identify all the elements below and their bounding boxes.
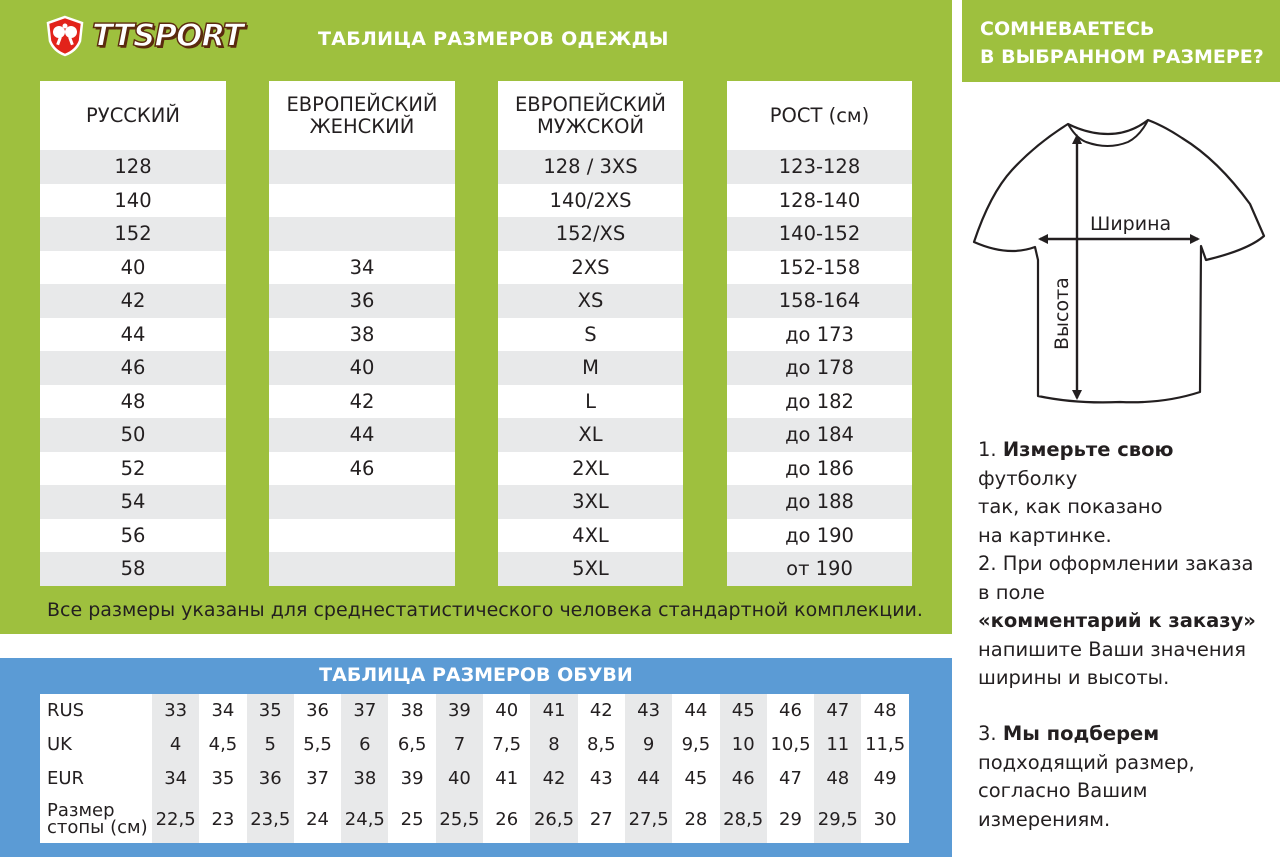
- step-text: согласно Вашим: [978, 779, 1148, 802]
- shoe-size-cell: 43: [578, 761, 625, 795]
- size-cell: 2XL: [498, 452, 683, 486]
- size-cell: от 190: [727, 552, 912, 586]
- shoe-size-cell: 22,5: [152, 795, 199, 843]
- header-line: ЖЕНСКИЙ: [309, 114, 415, 138]
- size-cell: 140: [40, 184, 226, 218]
- step-bold: «комментарий к заказу»: [978, 609, 1256, 632]
- shoe-size-cell: 30: [861, 795, 908, 843]
- shoe-size-cell: 40: [483, 694, 530, 728]
- size-cell: 40: [269, 351, 455, 385]
- step-text: напишите Ваши значения: [978, 637, 1246, 661]
- step-text: ширины и высоты.: [978, 666, 1170, 689]
- shoe-size-cell: 5: [247, 728, 294, 762]
- step-text: 2. При оформлении заказа: [978, 552, 1254, 575]
- shoe-size-cell: 48: [814, 761, 861, 795]
- size-cell: 34: [269, 251, 455, 285]
- column-eu-men: [498, 81, 683, 591]
- size-cell: [269, 184, 455, 218]
- size-cell: 152: [40, 217, 226, 251]
- shoe-size-cell: 42: [578, 694, 625, 728]
- shoe-size-cell: 44: [672, 694, 719, 728]
- step-text: измерениям.: [978, 807, 1111, 831]
- column-eu-women: [269, 81, 455, 591]
- clothes-table-title: ТАБЛИЦА РАЗМЕРОВ ОДЕЖДЫ: [318, 28, 669, 50]
- shoe-size-cell: 29: [767, 795, 814, 843]
- shoe-row-label: EUR: [40, 761, 152, 795]
- size-cell: 56: [40, 519, 226, 553]
- size-cell: 44: [269, 418, 455, 452]
- shoe-size-cell: 41: [530, 694, 577, 728]
- shoe-size-cell: 6: [341, 728, 388, 762]
- shoe-size-cell: 41: [483, 761, 530, 795]
- size-cell: 128-140: [727, 184, 912, 218]
- size-cell: до 173: [727, 318, 912, 352]
- size-cell: 50: [40, 418, 226, 452]
- shoe-size-cell: 11,5: [861, 728, 908, 762]
- step-text: так, как показано: [978, 495, 1163, 518]
- shoe-size-cell: 35: [247, 694, 294, 728]
- step-text: футболку: [978, 466, 1078, 490]
- size-cell: 123-128: [727, 150, 912, 184]
- shoe-size-cell: 10,5: [767, 728, 814, 762]
- shoe-size-cell: 45: [672, 761, 719, 795]
- size-cell: до 186: [727, 452, 912, 486]
- step-text: в поле: [978, 580, 1045, 604]
- header-line: ЕВРОПЕЙСКИЙ: [286, 92, 438, 116]
- header-line: МУЖСКОЙ: [536, 114, 645, 138]
- size-cell: до 178: [727, 351, 912, 385]
- shoe-size-cell: 25: [388, 795, 435, 843]
- size-cell: 158-164: [727, 284, 912, 318]
- size-cell: 140-152: [727, 217, 912, 251]
- shoe-size-cell: 47: [767, 761, 814, 795]
- column-header-eu-men: [498, 81, 683, 150]
- label-line: Размер: [47, 800, 115, 822]
- step-text: подходящий размер,: [978, 750, 1195, 774]
- shoe-size-cell: 8,5: [578, 728, 625, 762]
- tshirt-outline-icon: [974, 120, 1264, 402]
- size-cell: 40: [40, 251, 226, 285]
- size-cell: 42: [269, 385, 455, 419]
- shoe-size-cell: 9,5: [672, 728, 719, 762]
- size-cell: 38: [269, 318, 455, 352]
- help-title: [962, 0, 1280, 82]
- shoe-size-cell: 25,5: [436, 795, 483, 843]
- column-header-eu-women: [269, 81, 455, 150]
- size-cell: 2XS: [498, 251, 683, 285]
- brand-name: TTSPORT: [92, 18, 244, 54]
- size-cell: S: [498, 318, 683, 352]
- size-cell: до 188: [727, 485, 912, 519]
- shoe-size-cell: 34: [152, 761, 199, 795]
- width-label: Ширина: [1090, 213, 1172, 235]
- size-cell: 140/2XS: [498, 184, 683, 218]
- shoe-size-cell: 39: [436, 694, 483, 728]
- shoe-size-table: [40, 694, 909, 843]
- shoe-size-cell: 36: [294, 694, 341, 728]
- shoe-row-label: UK: [40, 728, 152, 762]
- size-cell: XS: [498, 284, 683, 318]
- shoe-size-cell: 40: [436, 761, 483, 795]
- label-line: стопы (см): [47, 817, 148, 839]
- shoe-size-cell: 48: [861, 694, 908, 728]
- shoe-size-cell: 36: [247, 761, 294, 795]
- column-body-eu-women: [269, 150, 455, 586]
- shoe-size-cell: 4: [152, 728, 199, 762]
- step-3: [978, 720, 1278, 834]
- clothes-note: Все размеры указаны для среднестатистического человека стандартной комплекции.: [47, 599, 923, 621]
- step-number: 1.: [978, 438, 997, 461]
- size-cell: 128: [40, 150, 226, 184]
- size-cell: 52: [40, 452, 226, 486]
- size-cell: 3XL: [498, 485, 683, 519]
- brand-logo: [44, 15, 243, 57]
- shoe-row-label: [40, 795, 152, 843]
- shoe-size-cell: 7: [436, 728, 483, 762]
- column-body-eu-men: [498, 150, 683, 586]
- size-cell: 46: [269, 452, 455, 486]
- size-cell: 46: [40, 351, 226, 385]
- shoe-size-cell: 34: [199, 694, 246, 728]
- step-bold: Мы подберем: [1002, 722, 1160, 745]
- shoe-size-cell: 23,5: [247, 795, 294, 843]
- shoe-size-cell: 42: [530, 761, 577, 795]
- step-bold: Измерьте свою: [1002, 438, 1174, 461]
- shoe-size-cell: 38: [388, 694, 435, 728]
- size-cell: 44: [40, 318, 226, 352]
- shoe-row: [40, 761, 909, 795]
- shoes-table-title: ТАБЛИЦА РАЗМЕРОВ ОБУВИ: [319, 664, 633, 686]
- size-cell: L: [498, 385, 683, 419]
- shoe-size-cell: 7,5: [483, 728, 530, 762]
- size-cell: M: [498, 351, 683, 385]
- size-cell: [269, 485, 455, 519]
- size-cell: 152-158: [727, 251, 912, 285]
- tshirt-measure-diagram: [968, 112, 1270, 412]
- shoe-size-cell: 26: [483, 795, 530, 843]
- size-cell: 128 / 3XS: [498, 150, 683, 184]
- column-header-russian: РУССКИЙ: [40, 81, 226, 150]
- shoe-row-foot-length: [40, 795, 909, 843]
- shoe-size-cell: 27: [578, 795, 625, 843]
- size-cell: 48: [40, 385, 226, 419]
- shoe-size-cell: 29,5: [814, 795, 861, 843]
- size-cell: 4XL: [498, 519, 683, 553]
- column-body-russian: [40, 150, 226, 586]
- shoe-size-cell: 5,5: [294, 728, 341, 762]
- shoe-size-cell: 43: [625, 694, 672, 728]
- size-cell: 5XL: [498, 552, 683, 586]
- ping-pong-shield-icon: [44, 15, 86, 57]
- shoe-size-cell: 35: [199, 761, 246, 795]
- shoe-size-cell: 4,5: [199, 728, 246, 762]
- shoe-size-cell: 6,5: [388, 728, 435, 762]
- shoe-row-label: RUS: [40, 694, 152, 728]
- shoe-size-cell: 44: [625, 761, 672, 795]
- shoe-size-cell: 8: [530, 728, 577, 762]
- shoe-size-cell: 9: [625, 728, 672, 762]
- size-cell: [269, 552, 455, 586]
- shoe-size-cell: 37: [294, 761, 341, 795]
- help-title-line: СОМНЕВАЕТЕСЬ: [980, 18, 1155, 40]
- size-cell: 58: [40, 552, 226, 586]
- shoe-size-cell: 10: [720, 728, 767, 762]
- size-cell: до 190: [727, 519, 912, 553]
- step-1: [978, 436, 1278, 550]
- shoe-row: [40, 694, 909, 728]
- shoe-size-cell: 26,5: [530, 795, 577, 843]
- step-2: [978, 550, 1278, 693]
- shoe-size-cell: 27,5: [625, 795, 672, 843]
- size-cell: 152/XS: [498, 217, 683, 251]
- size-cell: [269, 217, 455, 251]
- step-text: на картинке.: [978, 523, 1112, 547]
- column-header-height: РОСТ (см): [727, 81, 912, 150]
- shoe-size-cell: 38: [341, 761, 388, 795]
- shoe-size-cell: 33: [152, 694, 199, 728]
- help-title-line: В ВЫБРАННОМ РАЗМЕРЕ?: [980, 46, 1264, 68]
- size-cell: 36: [269, 284, 455, 318]
- shoe-size-cell: 28,5: [720, 795, 767, 843]
- column-height: [727, 81, 912, 591]
- size-cell: XL: [498, 418, 683, 452]
- shoe-size-cell: 11: [814, 728, 861, 762]
- height-label: Высота: [1051, 277, 1073, 350]
- shoe-size-cell: 23: [199, 795, 246, 843]
- shoe-size-cell: 28: [672, 795, 719, 843]
- shoe-size-cell: 37: [341, 694, 388, 728]
- size-cell: [269, 150, 455, 184]
- shoe-size-cell: 24: [294, 795, 341, 843]
- shoe-row: [40, 728, 909, 762]
- shoe-size-cell: 39: [388, 761, 435, 795]
- shoe-size-cell: 49: [861, 761, 908, 795]
- size-cell: 42: [40, 284, 226, 318]
- size-cell: 54: [40, 485, 226, 519]
- size-cell: до 182: [727, 385, 912, 419]
- shoe-size-cell: 46: [720, 761, 767, 795]
- column-russian: [40, 81, 226, 591]
- step-number: 3.: [978, 722, 997, 745]
- size-cell: до 184: [727, 418, 912, 452]
- size-cell: [269, 519, 455, 553]
- shoe-size-cell: 46: [767, 694, 814, 728]
- shoe-size-cell: 47: [814, 694, 861, 728]
- header-line: ЕВРОПЕЙСКИЙ: [514, 92, 666, 116]
- shoe-size-cell: 45: [720, 694, 767, 728]
- shoe-size-cell: 24,5: [341, 795, 388, 843]
- column-body-height: [727, 150, 912, 586]
